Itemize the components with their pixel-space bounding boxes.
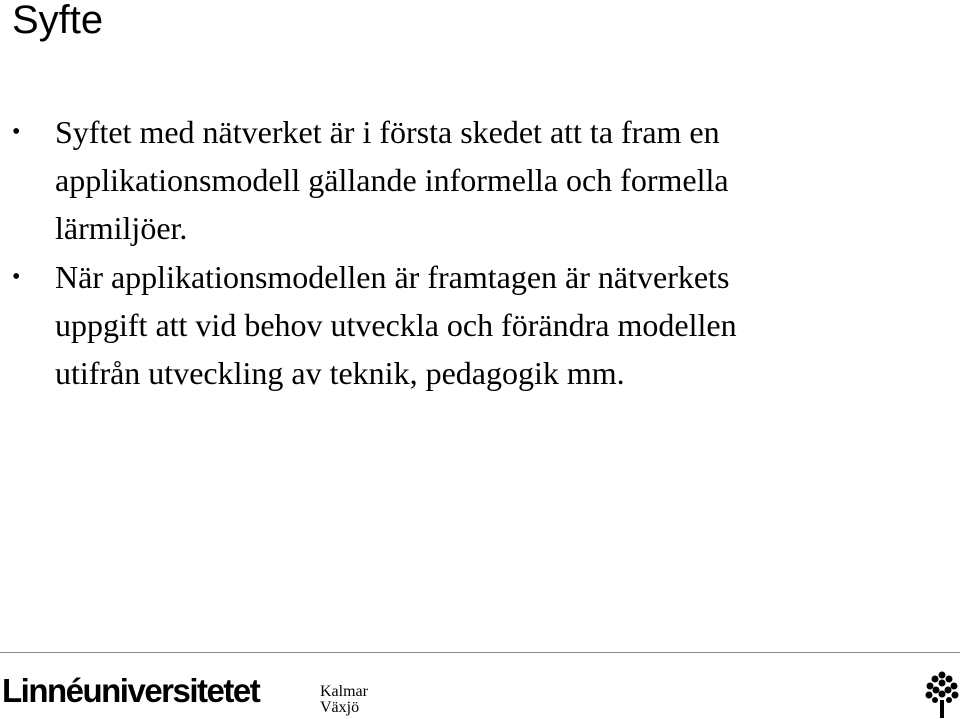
tree-logo-icon xyxy=(924,670,960,718)
bullet-line: uppgift att vid behov utveckla och förändra modellen xyxy=(55,307,737,343)
city-kalmar: Kalmar xyxy=(320,683,368,700)
bullet-line: applikationsmodell gällande informella och formella xyxy=(55,162,729,198)
bullet-dot-icon: • xyxy=(12,119,21,145)
city-vaxjo: Växjö xyxy=(320,699,360,716)
footer-divider xyxy=(0,652,960,653)
bullet-line: lärmiljöer. xyxy=(55,210,188,246)
bullet-line: När applikationsmodellen är framtagen är nätverkets xyxy=(55,259,730,295)
bullet-list xyxy=(0,108,930,398)
bullet-dot-icon: • xyxy=(12,264,21,290)
bullet-line: utifrån utveckling av teknik, pedagogik mm. xyxy=(55,355,625,391)
university-logo-wordmark: Linnéuniversitetet xyxy=(2,672,260,709)
slide-title: Syfte xyxy=(12,0,104,42)
bullet-item xyxy=(0,253,930,397)
logo-cities xyxy=(320,684,368,716)
bullet-line: Syftet med nätverket är i första skedet att ta fram en xyxy=(55,114,720,150)
bullet-item xyxy=(0,108,930,252)
